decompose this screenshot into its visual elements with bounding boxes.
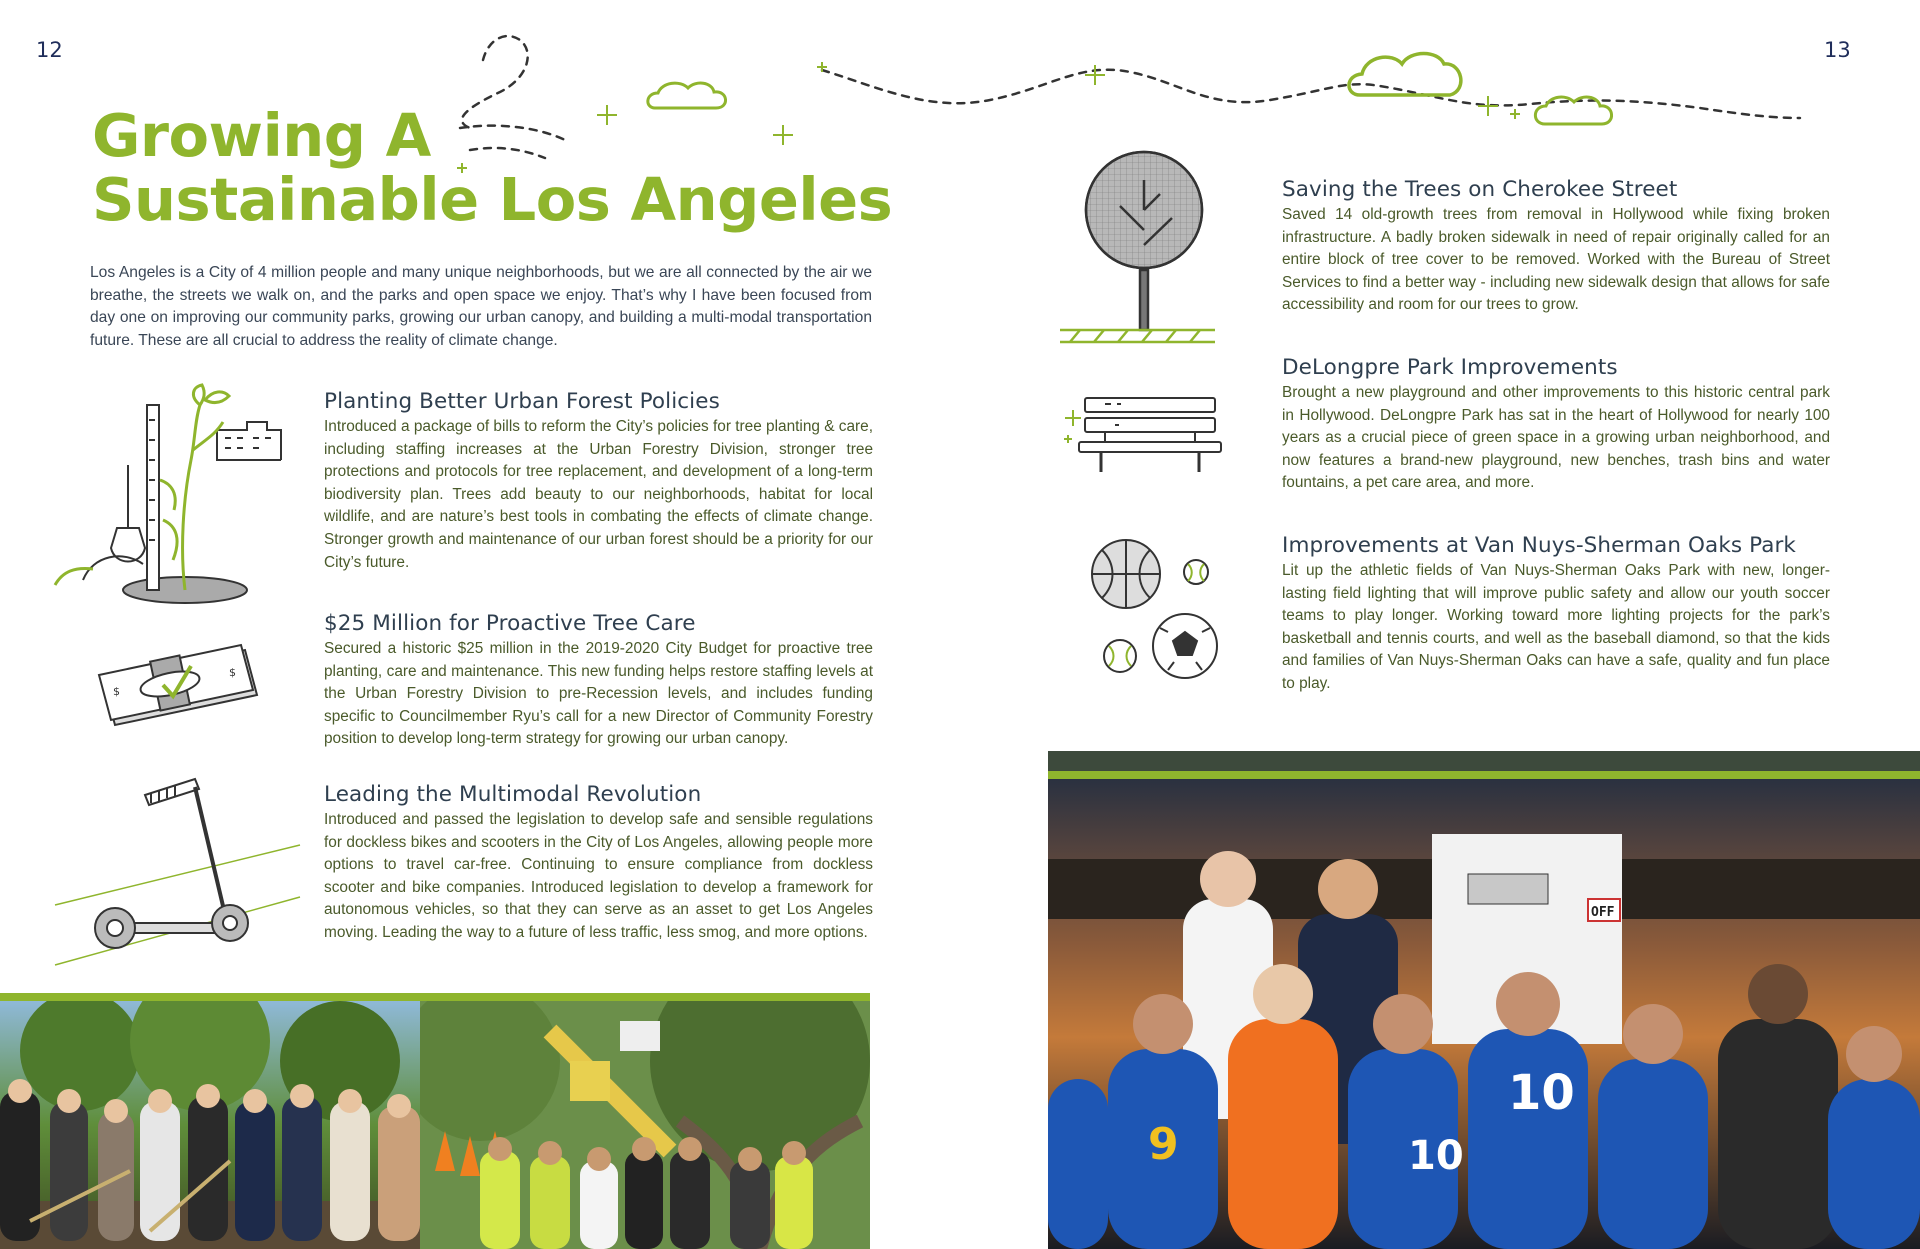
photo-tree-crew: [420, 1001, 870, 1249]
svg-text:$: $: [113, 685, 120, 698]
page-number-right: 13: [1824, 38, 1851, 62]
section-body: Lit up the athletic fields of Van Nuys-Sherman Oaks Park with new, longer-lasting field lighting that will improve public safety and allow our youth soccer teams to play longer. Working toward more lighting projects for the park’s basketball and tennis courts, and well as the baseball diamond, so that the kids and families of Van Nuys-Sherman Oaks can have a safe, quality and fun place to play.: [1282, 562, 1830, 692]
section-heading: Leading the Multimodal Revolution: [324, 782, 702, 807]
jersey-number-2: 9: [1148, 1119, 1179, 1170]
green-divider-bar: [0, 993, 870, 1001]
jersey-number-3: 10: [1408, 1133, 1464, 1179]
section-delongpre: [1282, 354, 1830, 495]
tree-planting-icon: [55, 380, 295, 600]
section-tree-care: [324, 610, 873, 751]
section-cherokee: [1282, 176, 1830, 317]
photo-field-lighting: [1048, 779, 1920, 1249]
section-heading: Improvements at Van Nuys-Sherman Oaks Park: [1282, 533, 1796, 558]
scooter-icon: [55, 775, 300, 950]
intro-paragraph: Los Angeles is a City of 4 million people and many unique neighborhoods, but we are all connected by the air we breathe, the streets we walk on, and the parks and open space we enjoy. That’s why I have been focused from day one on improving our community parks, growing our urban canopy, and building a multi-modal transportation future. These are all crucial to address the reality of climate change.: [90, 264, 872, 349]
page-title: [92, 101, 893, 234]
park-bench-icon: [1065, 390, 1235, 475]
section-body: Secured a historic $25 million in the 2019-2020 City Budget for proactive tree planting, care and maintenance. This new funding helps restore staffing levels at the Urban Forestry Division to pre-Recession levels, and includes funding specific to Councilmember Ryu’s call for a new Director of Community Forestry position to develop long-term strategy for growing our urban canopy.: [324, 640, 873, 748]
title-line-1: Growing A: [92, 101, 431, 170]
section-body: Introduced and passed the legislation to develop safe and sensible regulations for dockless bikes and scooters in the City of Los Angeles, allowing people more options to travel car-free. Continuing to ensure compliance from dockless scooter and bike companies. Introduced legislation to develop a framework for autonomous vehicles, so that they can serve as an asset to get Los Angeles moving. Leading the way to a future of less traffic, less smog, and more options.: [324, 811, 873, 941]
section-van-nuys: [1282, 532, 1830, 696]
section-heading: Planting Better Urban Forest Policies: [324, 389, 720, 414]
money-stack-icon: [95, 640, 265, 730]
sports-balls-icon: [1090, 538, 1230, 683]
svg-text:$: $: [229, 666, 236, 679]
green-bar: [1048, 771, 1920, 779]
tree-icon: [1060, 150, 1220, 345]
sign-off-label: OFF: [1591, 905, 1615, 920]
section-body: Brought a new playground and other improvements to this historic central park in Hollywood. DeLongpre Park has sat in the heart of Hollywood for nearly 100 years as a crucial piece of green space in a growing urban neighborhood, and now features a brand-new playground, new benches, trash bins and water fountains, a pet care area, and more.: [1282, 384, 1830, 492]
dark-green-bar: [1048, 751, 1920, 771]
title-line-2: Sustainable Los Angeles: [92, 165, 893, 234]
section-multimodal: [324, 781, 873, 945]
page-number-left: 12: [36, 38, 63, 62]
section-urban-forest: [324, 388, 873, 574]
jersey-number-1: 10: [1508, 1065, 1575, 1121]
section-body: Introduced a package of bills to reform the City’s policies for tree planting & care, including staffing increases at the Urban Forestry Division, stronger tree protections and protocols for tree replacement, and development of a long-term biodiversity plan. Trees add beauty to our neighborhoods, habitat for local wildlife, and are nature’s best tools in combating the effects of climate change. Stronger growth and maintenance of our urban forest should be a priority for our City’s future.: [324, 418, 873, 571]
section-heading: DeLongpre Park Improvements: [1282, 355, 1618, 380]
section-heading: Saving the Trees on Cherokee Street: [1282, 177, 1678, 202]
photo-groundbreaking: [0, 1001, 420, 1249]
section-heading: $25 Million for Proactive Tree Care: [324, 611, 696, 636]
section-body: Saved 14 old-growth trees from removal in Hollywood while fixing broken infrastructure. A badly broken sidewalk in need of repair originally called for an entire block of tree cover to be removed. Worked with the Bureau of Street Services to find a better way - including new sidewalk design that allows for safe accessibility and room for our trees to grow.: [1282, 206, 1830, 314]
